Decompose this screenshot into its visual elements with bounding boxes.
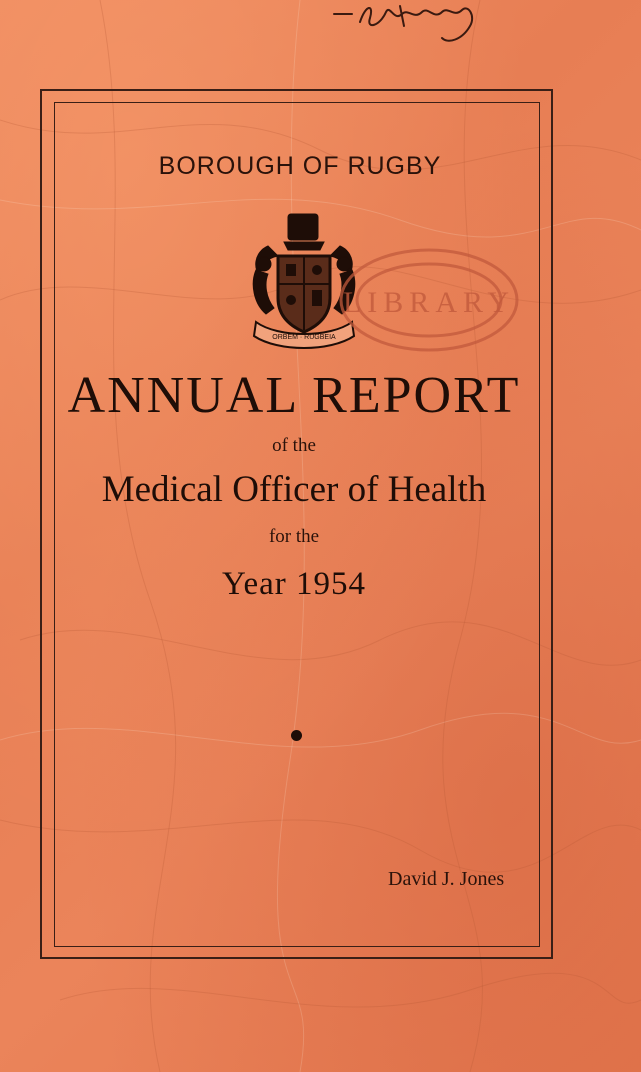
for-the-text: for the xyxy=(268,526,320,547)
report-year: Year 1954 xyxy=(221,566,367,602)
svg-text:ORBEM · RUGBEIA: ORBEM · RUGBEIA xyxy=(272,334,336,341)
report-subtitle: Medical Officer of Health xyxy=(101,469,487,510)
stamp-text: LIBRARY xyxy=(342,286,516,319)
of-the-text: of the xyxy=(272,435,316,456)
ornament-dot-icon xyxy=(291,730,302,741)
library-stamp xyxy=(334,240,524,360)
author-name: David J. Jones xyxy=(388,868,505,890)
handwritten-signature xyxy=(330,0,510,48)
report-title: ANNUAL REPORT xyxy=(67,367,521,424)
borough-heading: BOROUGH OF RUGBY xyxy=(158,152,442,180)
